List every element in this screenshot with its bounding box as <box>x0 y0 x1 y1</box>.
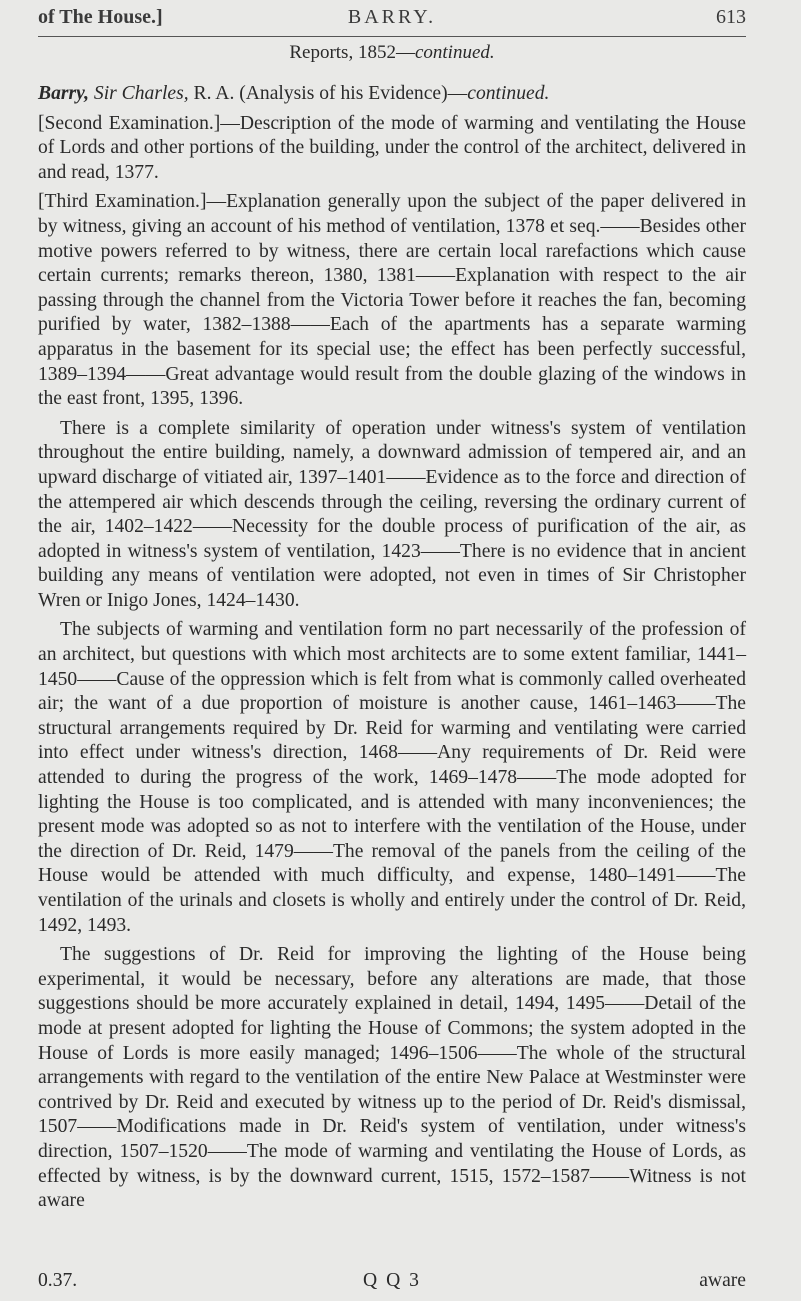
page-number: 613 <box>716 6 746 28</box>
paragraph: The subjects of warming and ventilation form no part necessarily of the profession of an architect, but questions with which most architects are to some extent familiar, 1441–1450——Cause of the oppression which is felt from what is commonly called overheated air; the want of a due proportion of moisture is another cause, 1461–1463——The structural arrangements required by Dr. Reid for warming and ventilating were carried into effect under witness's direction, 1468——Any requirements of Dr. Reid were attended to during the progress of the work, 1469–1478——The mode adopted for lighting the House is too complicated, and is attended with many inconveniences; the present mode was adopted so as not to interfere with the ventilation of the House, under the direction of Dr. Reid, 1479——The removal of the panels from the ceiling of the House would be attended with much difficulty, and expense, 1480–1491——The ventilation of the urinals and closets is wholly and entirely under the control of Dr. Reid, 1492, 1493. <box>38 619 746 936</box>
index-entry <box>38 82 746 1219</box>
running-head <box>38 6 746 32</box>
subhead-prefix: Reports, 1852— <box>289 42 415 63</box>
page-footer <box>38 1270 746 1296</box>
entry-suffix: R. A. (Analysis of his Evidence)— <box>193 83 468 104</box>
catchword: aware <box>699 1270 746 1291</box>
running-head-title: BARRY. <box>347 6 437 28</box>
header-rule <box>38 36 746 37</box>
footer-left: 0.37. <box>38 1270 78 1291</box>
section-subhead <box>38 42 746 64</box>
paragraph: [Second Examination.]—Description of the mode of warming and ventilating the House of Lords and other portions of the building, under the control of the architect, delivered in and read, 1377. <box>38 112 746 183</box>
entry-person: Sir Charles, <box>93 83 189 104</box>
paragraph: [Third Examination.]—Explanation generally upon the subject of the paper delivered in by witness, giving an account of his method of ventilation, 1378 et seq.——Besides other motive powers referred to by witness, there are certain local rarefactions which cause certain currents; remarks thereon, 1380, 1381——Explanation with respect to the air passing through the channel from the Victoria Tower before it reaches the fan, becoming purified by water, 1382–1388——Each of the apartments has a separate warming apparatus in the basement for its special use; the effect has been perfectly successful, 1389–1394——Great advantage would result from the double glazing of the windows in the east front, 1395, 1396. <box>38 191 746 410</box>
running-head-left: of The House.] <box>38 6 163 28</box>
signature-mark: Q Q 3 <box>363 1270 421 1291</box>
paragraph: The suggestions of Dr. Reid for improving the lighting of the House being experimental, it would be necessary, before any alterations are made, that those suggestions should be more accurately explained in detail, 1494, 1495——Detail of the mode at present adopted for lighting the House of Commons; the system adopted in the House of Lords is more easily managed; 1496–1506——The whole of the structural arrangements with regard to the ventilation of the entire New Palace at Westminster were contrived by Dr. Reid and executed by witness up to the period of Dr. Reid's dismissal, 1507——Modifications made in Dr. Reid's system of ventilation, under witness's direction, 1507–1520——The mode of warming and ventilating the House of Lords, as effected by witness, is by the downward current, 1515, 1572–1587——Witness is not aware <box>38 944 746 1212</box>
entry-suffix-italic: continued. <box>467 83 550 104</box>
subhead-suffix: continued. <box>414 42 495 63</box>
entry-name: Barry, <box>38 83 89 104</box>
paragraph: There is a complete similarity of operation under witness's system of ventilation throughout the entire building, namely, a downward admission of tempered air, and an upward discharge of vitiated air, 1397–1401——Evidence as to the force and direction of the attempered air which descends through the ceiling, reversing the ordinary current of the air, 1402–1422——Necessity for the double process of purification of the air, as adopted in witness's system of ventilation, 1423——There is no evidence that in ancient building any means of ventilation were adopted, not even in times of Sir Christopher Wren or Inigo Jones, 1424–1430. <box>38 417 746 611</box>
entry-heading <box>38 82 746 107</box>
